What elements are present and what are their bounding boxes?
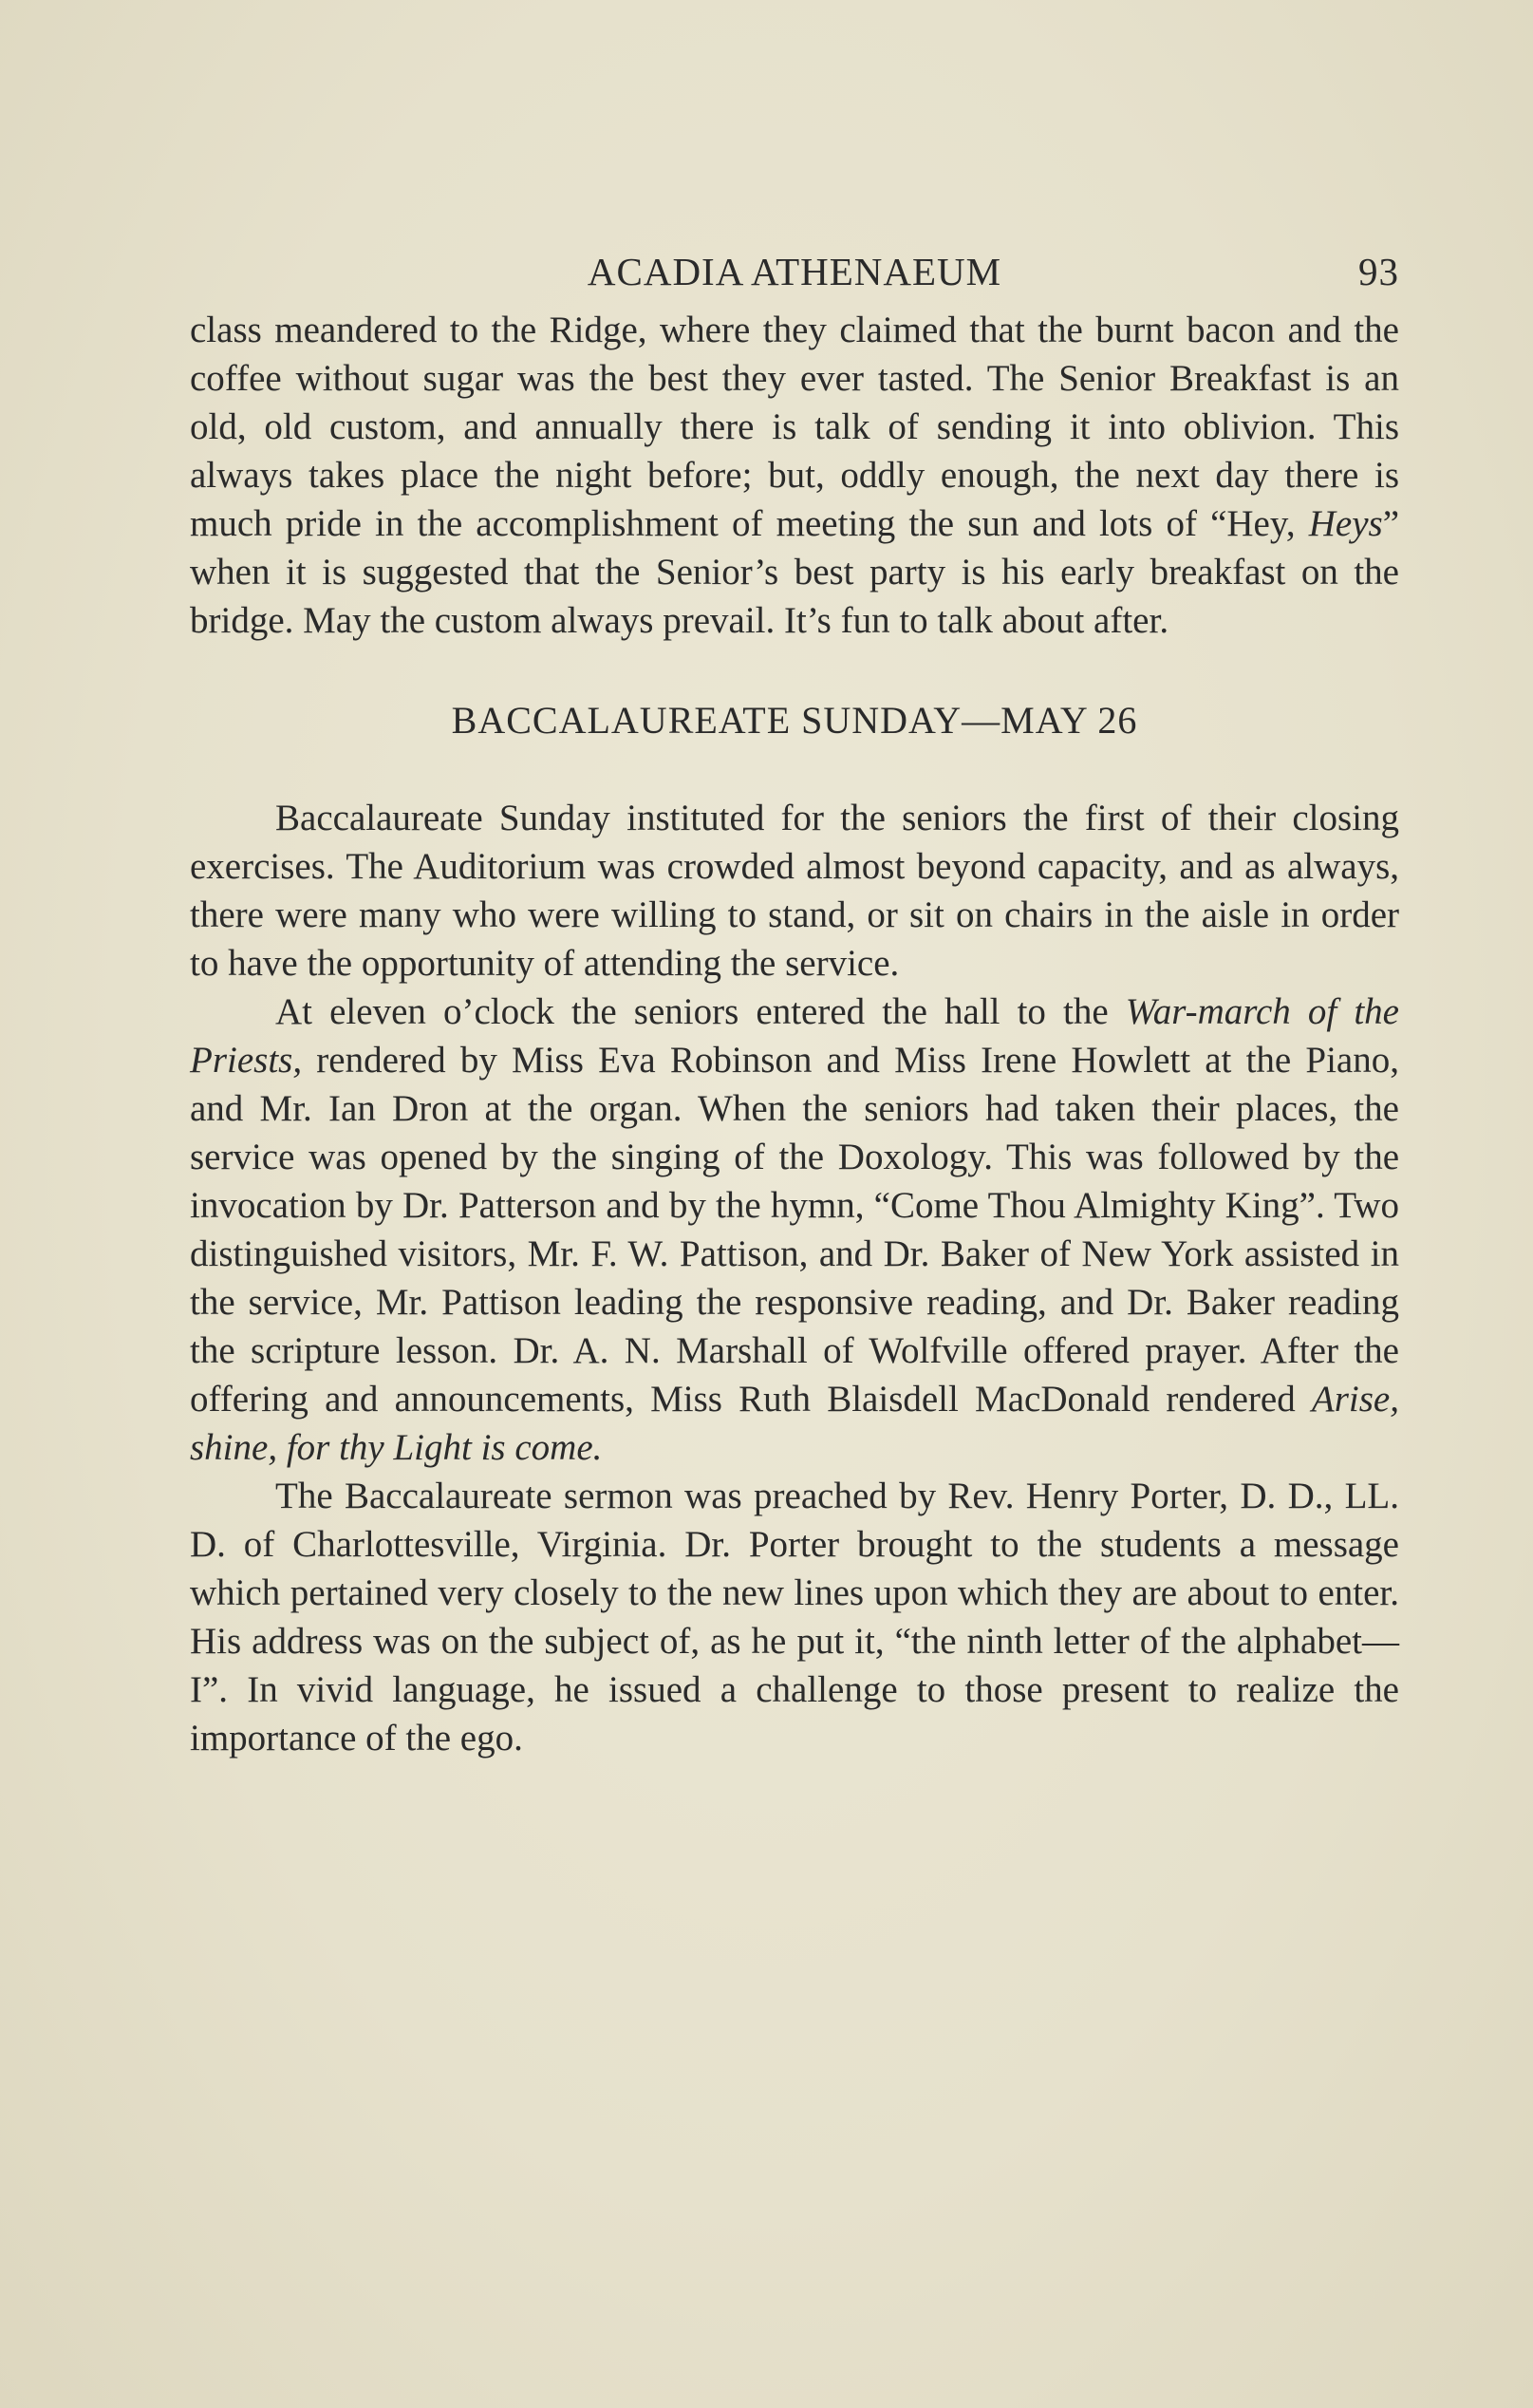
paragraph-baccalaureate: Baccalaureate Sunday instituted for the seniors the first of their closing exercises. The Auditorium was crowded almost beyond capacity, and as always, there were many who were willing to stand, or sit on chairs in the aisle in order to have the opportunity of attending the service. [190,798,1399,984]
paragraph-procession [190,988,1399,1472]
page [190,249,1399,1762]
section-heading: BACCALAUREATE SUNDAY—MAY 26 [451,699,1138,742]
page-number: 93 [1358,250,1399,293]
paragraph-text: At eleven o’clock the seniors entered the hall to the [275,991,1126,1032]
running-head [190,249,1399,306]
paragraph-senior-breakfast [190,306,1399,645]
paragraph-text-rest: ” when it is suggested that the Senior’s best party is his early breakfast on the bridge. May the custom always prevail. It’s fun to talk about after. [190,503,1399,641]
italic-text: Heys [1308,503,1383,544]
running-head-title: ACADIA ATHENAEUM [587,250,1002,293]
italic-title-anthem: Arise, shine, for thy Light is come. [190,1379,1399,1468]
paragraph-text-middle: rendered by Miss Eva Robinson and Miss Irene Howlett at the Piano, and Mr. Ian Dron at the organ. When the seniors had taken their places, the service was opened by the singing of the Doxology. This was followed by the invocation by Dr. Patterson and by the hymn, “Come Thou Almighty King”. Two distinguished visitors, Mr. F. W. Pattison, and Dr. Baker of New York assisted in the service, Mr. Pattison leading the responsive reading, and Dr. Baker reading the scripture lesson. Dr. A. N. Marshall of Wolfville offered prayer. After the offering and announcements, Miss Ruth Blaisdell MacDonald rendered [190,1040,1399,1420]
paragraph-text: class meandered to the Ridge, where they claimed that the burnt bacon and the coffee without sugar was the best they ever tasted. The Senior Breakfast is an old, old custom, and annually there is talk of sending it into oblivion. This always takes place the night before; but, oddly enough, the next day there is much pride in the accomplishment of meeting the sun and lots of [190,310,1399,544]
paragraph-sermon: The Baccalaureate sermon was preached by Rev. Henry Porter, D. D., LL. D. of Charlottesville, Virginia. Dr. Porter brought to the students a message which pertained very closely to the new lines upon which they are about to enter. His address was on the subject of, as he put it, “the ninth letter of the alphabet—I”. In vivid language, he issued a challenge to those present to realize the importance of the ego. [190,1476,1399,1759]
italic-title: War-march of the Priests, [190,991,1399,1081]
quote-text: “Hey, [1210,503,1309,544]
